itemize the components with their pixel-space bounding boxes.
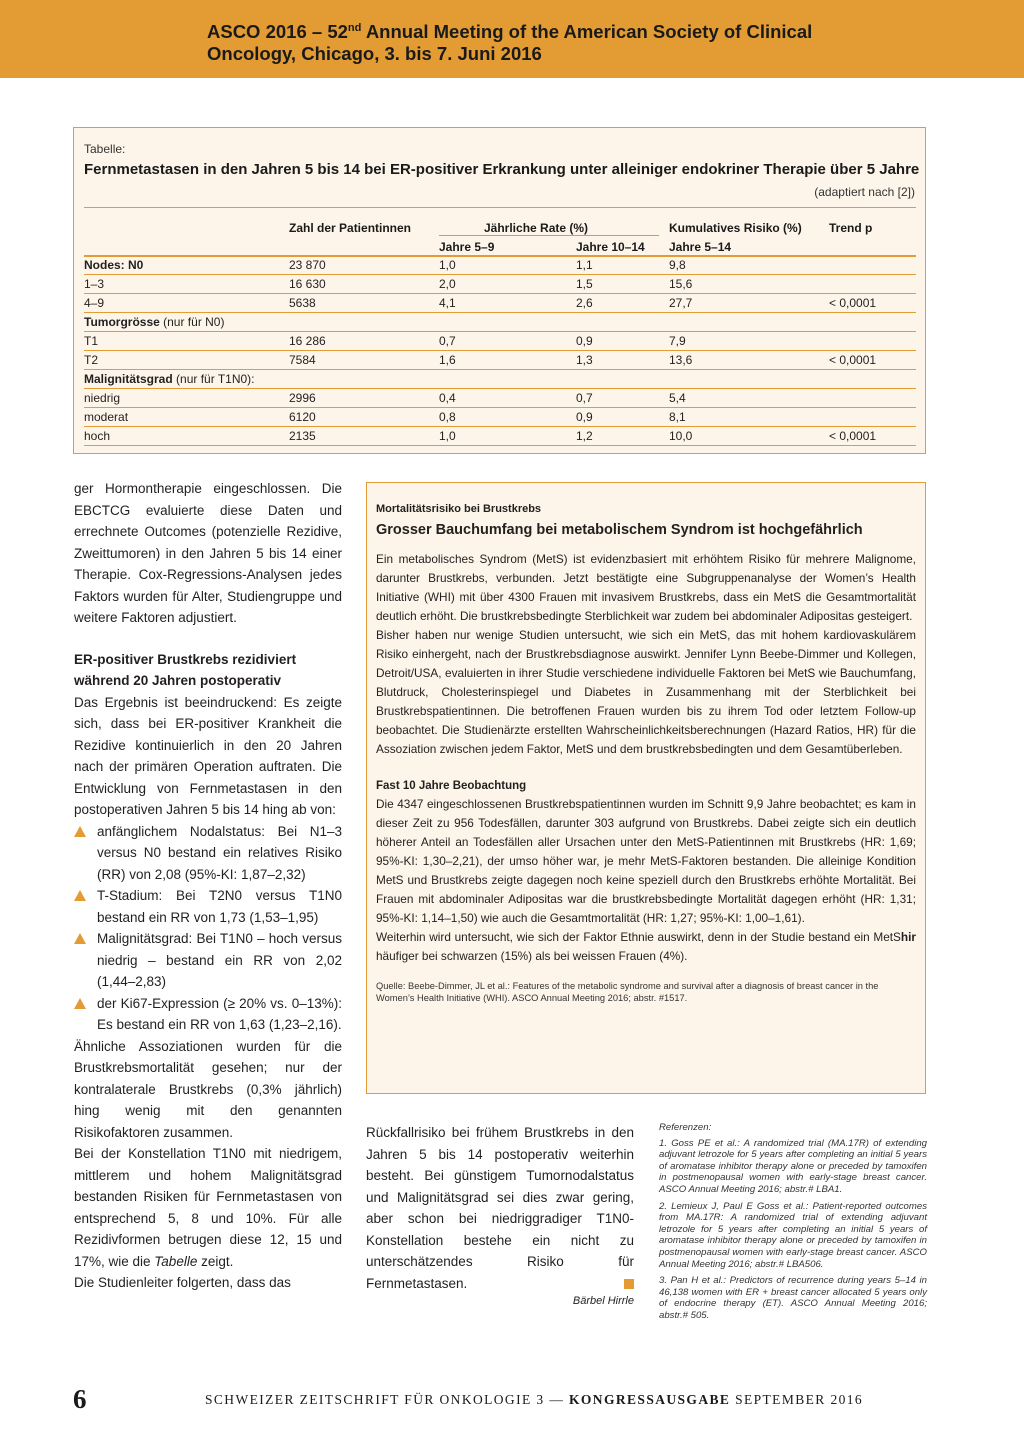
th-years-5-9: Jahre 5–9 [439, 240, 495, 254]
table-cell: 5638 [289, 296, 316, 310]
table-cell: 27,7 [669, 296, 693, 310]
reference-item: 1. Goss PE et al.: A randomized trial (MA.17R) of extending adjuvant letrozole for 5 years after completing an initial 5 years of aromatase inhibitor therapy alone or preceded by tamoxifen in postmenopausal women with early-stage breast cancer. ASCO Annual Meeting 2016; abstr.# LBA1. [659, 1137, 927, 1195]
table-cell: 9,8 [669, 258, 686, 272]
table-cell: 1,1 [576, 258, 593, 272]
bullet-item [74, 993, 342, 1036]
bullet-text: Malignitätsgrad: Bei T1N0 – hoch versus niedrig – bestand ein RR von 2,02 (1,44–2,83) [97, 931, 342, 989]
table-cell: 2996 [289, 391, 316, 405]
footer-journal: SCHWEIZER ZEITSCHRIFT FÜR ONKOLOGIE 3 — [205, 1392, 569, 1407]
p4-text: Bei der Konstellation T1N0 mit niedrigem, mittlerem und hohem Malignitätsgrad bestanden Risiken für Fernmetastasen von entsprechend 5, 8 und 10%. Für alle Rezidivformen betrugen diese 12, 15 und 17%, wie die [74, 1146, 342, 1269]
table-cell: 1,6 [439, 353, 456, 367]
table-cell: 7,9 [669, 334, 686, 348]
th-trend: Trend p [829, 221, 873, 235]
info-box-source: Quelle: Beebe-Dimmer, JL et al.: Features of the metabolic syndrome and survival after a diagnosis of breast cancer in the Women’s Health Initiative (WHI). ASCO Annual Meeting 2016; abstr. #1517. [376, 981, 879, 1003]
footer-issue: KONGRESSAUSGABE [569, 1392, 731, 1407]
bullet-item [74, 885, 342, 928]
triangle-bullet-icon [74, 933, 86, 944]
table-cell: 0,7 [439, 334, 456, 348]
table-cell: < 0,0001 [829, 296, 877, 310]
table-cell: 2,0 [439, 277, 456, 291]
table-row [84, 351, 916, 370]
table-cell: 5,4 [669, 391, 686, 405]
row-label-suffix: (nur für N0) [159, 315, 225, 329]
left-heading: ER-positiver Brustkrebs rezidiviert während 20 Jahren postoperativ [74, 651, 297, 688]
info-box-paragraph-4 [376, 928, 916, 966]
row-label-bold: Tumorgrösse [84, 315, 160, 329]
table-cell: 1,5 [576, 277, 593, 291]
table-cell: 1,0 [439, 258, 456, 272]
table-kicker: Tabelle: [84, 142, 126, 156]
info-box-kicker: Mortalitätsrisiko bei Brustkrebs [376, 503, 542, 515]
info-box-paragraph-4-text: Weiterhin wird untersucht, wie sich der Faktor Ethnie auswirkt, denn in der Studie bestand ein MetS häufiger bei schwarzen (15%) als bei weissen Frauen (4%). [376, 930, 901, 963]
table-box [73, 127, 926, 454]
left-column [74, 478, 342, 1294]
p4-text-end: zeigt. [197, 1253, 234, 1269]
table-cell: T1 [84, 334, 99, 348]
table-cell: 1,3 [576, 353, 593, 367]
footer-date: SEPTEMBER 2016 [730, 1392, 864, 1407]
info-box-content [376, 500, 916, 1004]
header-line2: Oncology, Chicago, 3. bis 7. Juni 2016 [207, 43, 542, 64]
table-cell: 1,0 [439, 429, 456, 443]
table-cell: 10,0 [669, 429, 693, 443]
table-source: (adaptiert nach [2]) [814, 185, 915, 199]
table-row [84, 389, 916, 408]
table-cell: 2,6 [576, 296, 593, 310]
bullet-text: der Ki67-Expression (≥ 20% vs. 0–13%): Es bestand ein RR von 1,63 (1,23–2,16). [97, 995, 342, 1032]
middle-paragraph [366, 1122, 634, 1294]
triangle-bullet-icon [74, 826, 86, 837]
info-box [366, 482, 926, 1094]
table-row [84, 313, 916, 332]
bullet-text: anfänglichem Nodalstatus: Bei N1–3 versus N0 bestand ein relatives Risiko (RR) von 2,08 (95%-KI: 1,87–2,32) [97, 823, 342, 882]
info-box-title: Grosser Bauchumfang bei metabolischem Syndrom ist hochgefährlich [376, 522, 863, 538]
table-cell: 7584 [289, 353, 316, 367]
triangle-bullet-icon [74, 890, 86, 901]
table-cell: niedrig [84, 391, 121, 405]
table-cell: 16 630 [289, 277, 326, 291]
info-box-signature: hir [900, 930, 916, 944]
triangle-bullet-icon [74, 998, 86, 1009]
page-header-title [207, 21, 907, 65]
table-cell [84, 372, 255, 386]
end-square-icon [624, 1279, 634, 1289]
middle-text: Rückfallrisiko bei frühem Brustkrebs in den Jahren 5 bis 14 postoperativ weiterhin besteht. Bei günstigem Tumornodalstatus und Malignitätsgrad sei dies zwar gering, aber schon bei niedriggradiger T1N0-Konstellation bestehe ein nicht zu unterschätzendes Risiko für Fernmetastasen. [366, 1125, 634, 1291]
table-cell: hoch [84, 429, 111, 443]
th-rule-rate-1 [439, 235, 594, 236]
table-cell: 4,1 [439, 296, 456, 310]
left-paragraph-4 [74, 1143, 342, 1272]
left-paragraph-2: Das Ergebnis ist beeindruckend: Es zeigte sich, dass bei ER-positiver Krankheit die Rezidive kontinuierlich in den 20 Jahren nach der primären Operation auftraten. Die Entwicklung von Fernmetastasen in den postoperativen Jahren 5 bis 14 hing ab von: [74, 694, 342, 817]
header-superscript: nd [347, 22, 362, 34]
table-cell: 8,1 [669, 410, 686, 424]
table-row [84, 427, 916, 446]
table-cell: 0,4 [439, 391, 456, 405]
header-line1-start: ASCO 2016 – 52 [207, 21, 348, 42]
th-years-10-14: Jahre 10–14 [576, 240, 645, 254]
bullet-item [74, 928, 342, 993]
header-line1-end: Annual Meeting of the American Society of Clinical [361, 21, 813, 42]
table-top-rule [84, 207, 916, 208]
table-cell: < 0,0001 [829, 353, 877, 367]
table-cell: < 0,0001 [829, 429, 877, 443]
table-cell: 0,7 [576, 391, 593, 405]
th-years-5-14: Jahre 5–14 [669, 240, 732, 254]
journal-footer [205, 1390, 863, 1410]
table-cell: 1–3 [84, 277, 105, 291]
table-cell: 6120 [289, 410, 316, 424]
reference-item: 2. Lemieux J, Paul E Goss et al.: Patient-reported outcomes from MA.17R: A randomized trial of extending adjuvant letrozole for 5 years after completing an initial 5 years of aromatase inhibitor therapy alone or preceded by tamoxifen in postmenopausal women with early-stage breast cancer. ASCO Annual Meeting 2016; abstr.# LBA506. [659, 1200, 927, 1270]
info-box-paragraph-1: Ein metabolisches Syndrom (MetS) ist evidenzbasiert mit erhöhtem Risiko für mehrere Malignome, darunter Brustkrebs, verbunden. Jetzt bestätigte eine Subgruppenanalyse der Women’s Health Initiative (WHI) mit über 4300 Frauen mit invasivem Brustkrebs, dass ein MetS die Gesamtmortalität deutlich erhöht. Die brustkrebsbedingte Sterblichkeit war zudem bei abdominaler Adipositas gesteigert. [376, 552, 916, 623]
references-heading: Referenzen: [659, 1122, 712, 1133]
left-paragraph-5: Die Studienleiter folgerten, dass das [74, 1275, 291, 1290]
table-row [84, 256, 916, 275]
table-cell: 1,2 [576, 429, 593, 443]
info-box-paragraph-2: Bisher haben nur wenige Studien untersucht, wie sich ein MetS, das mit hohem kardiovaskulärem Risiko einhergeht, nach der Brustkrebsdiagnose auswirkt. Jennifer Lynn Beebe-Dimmer und Kollegen, Detroit/USA, evaluierten in ihrer Studie verschiedene individuelle Faktoren bei MetS wie Bauchumfang, Blutdruck, Cholesterinspiegel und Diabetes in Zusammenhang mit der Sterblichkeit bei Brustkrebspatientinnen. Die betroffenen Frauen wurden bis zu ihrem Tod oder letztem Follow-up beobachtet. Die Studienärzte erstellten Wahrscheinlichkeitsberechnungen (Hazard Ratios, HR) für die Assoziation zwischen jedem Faktor, MetS und dem brustkrebsbedingten und dem Gesamtüberleben. [376, 628, 916, 756]
th-annual-rate: Jährliche Rate (%) [484, 221, 589, 235]
bullet-item [74, 821, 342, 886]
references [659, 1122, 927, 1327]
table-row [84, 408, 916, 427]
table-cell: 0,8 [439, 410, 456, 424]
info-box-paragraph-3: Die 4347 eingeschlossenen Brustkrebspatientinnen wurden im Schnitt 9,9 Jahre beobachtet; es kam in dieser Zeit zu 956 Todesfällen, darunter 303 aufgrund von Brustkrebs. Dabei zeigte sich ein deutlich höherer Anteil an Todesfällen aller Ursachen unter den MetS-Patientinnen mit Brustkrebs (HR: 1,69; 95%-KI: 1,30–2,21), der umso höher war, je mehr MetS-Faktoren bestanden. Die alleinige Kondition MetS und Brustkrebs zeigte dagegen noch keine speziell durch den Brustkrebs erhöhte Mortalität. Bei Frauen mit abdominaler Adipositas war die brustkrebsbedingte Mortalität dagegen erhöht (HR: 1,31; 95%-KI: 1,14–1,50) wie auch die Gesamtmortalität (HR: 1,27; 95%-KI: 1,00–1,61). [376, 797, 916, 925]
table-cell: 15,6 [669, 277, 693, 291]
table-cell: 2135 [289, 429, 316, 443]
table-cell: 0,9 [576, 334, 593, 348]
th-patients: Zahl der Patientinnen [289, 221, 412, 235]
table-cell: 23 870 [289, 258, 326, 272]
th-rule-rate-2 [574, 235, 659, 236]
row-label-bold: Nodes: N0 [84, 258, 144, 272]
row-label-suffix: (nur für T1N0): [172, 372, 255, 386]
left-paragraph-3: Ähnliche Assoziationen wurden für die Brustkrebsmortalität gesehen; nur der kontralaterale Brustkrebs (0,3% jährlich) hing wenig mit den genannten Risikofaktoren zusammen. [74, 1038, 342, 1140]
page-number: 6 [73, 1384, 87, 1414]
middle-column [366, 1122, 634, 1308]
reference-item: 3. Pan H et al.: Predictors of recurrence during years 5–14 in 46,138 women with ER + breast cancer allocated 5 years only of endocrine therapy (ET). ASCO Annual Meeting 2016; abstr.# 505. [659, 1275, 927, 1321]
table-cell [84, 258, 143, 272]
table-cell [84, 315, 224, 329]
p4-emphasis: Tabelle [154, 1253, 198, 1269]
table-cell: 13,6 [669, 353, 693, 367]
left-paragraph-1: ger Hormontherapie eingeschlossen. Die EBCTCG evaluierte diese Daten und errechnete Outcomes (potenzielle Rezidive, Zweittumoren) in den Jahren 5 bis 14 einer Therapie. Cox-Regressions-Analysen jedes Faktors wurden für Alter, Studiengruppe und weitere Faktoren adjustiert. [74, 481, 342, 625]
table-title: Fernmetastasen in den Jahren 5 bis 14 bei ER-positiver Erkrankung unter alleiniger endokriner Therapie über 5 Jahre [84, 161, 920, 178]
table-row [84, 332, 916, 351]
table-cell: 0,9 [576, 410, 593, 424]
table-row [84, 370, 916, 389]
table-cell: 4–9 [84, 296, 105, 310]
table-row [84, 294, 916, 313]
author-name: Bärbel Hirrle [572, 1295, 634, 1307]
table-cell: moderat [84, 410, 129, 424]
bullet-text: T-Stadium: Bei T2N0 versus T1N0 bestand ein RR von 1,73 (1,53–1,95) [97, 888, 342, 925]
table-row [84, 275, 916, 294]
row-label-bold: Malignitätsgrad [84, 372, 173, 386]
th-cum-risk: Kumulatives Risiko (%) [669, 221, 802, 235]
table-cell: 16 286 [289, 334, 326, 348]
table-cell: T2 [84, 353, 99, 367]
info-box-subheading: Fast 10 Jahre Beobachtung [376, 780, 527, 792]
